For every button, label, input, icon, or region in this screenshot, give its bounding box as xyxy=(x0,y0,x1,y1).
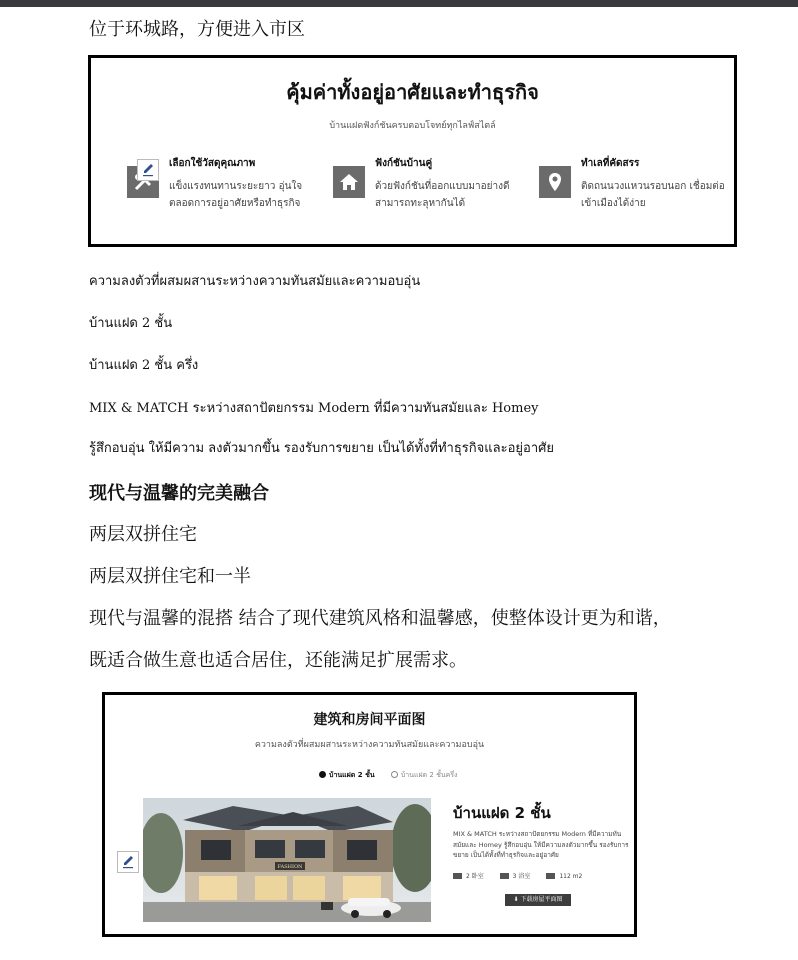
house-specs xyxy=(453,871,596,880)
shop-sign-text: FASHION xyxy=(277,864,303,870)
bed-icon xyxy=(453,873,462,879)
house-title: บ้านแฝด 2 ชั้น xyxy=(453,804,551,822)
feature-title: เลือกใช้วัสดุคุณภาพ xyxy=(169,158,256,169)
zh-line: 既适合做生意也适合居住，还能满足扩展需求。 xyxy=(89,650,467,671)
plan-box-title: 建筑和房间平面图 xyxy=(313,712,426,728)
thai-line: ความลงตัวที่ผสมผสานระหว่างความทันสมัยและความอบอุ่น xyxy=(89,274,421,289)
radio-icon xyxy=(391,771,398,778)
feature-location xyxy=(539,156,729,216)
plan-box-subtitle: ความลงตัวที่ผสมผสานระหว่างความทันสมัยและความอบอุ่น xyxy=(254,740,485,750)
feature-twin-house xyxy=(333,156,523,216)
value-box-subtitle: บ้านแฝดฟังก์ชันครบตอบโจทย์ทุกไลฟ์สไตล์ xyxy=(329,121,496,131)
edit-pencil-icon[interactable] xyxy=(137,159,159,181)
window-top-bar xyxy=(0,0,798,7)
area-spec: 112 m2 xyxy=(546,873,582,880)
home-icon xyxy=(333,166,365,198)
edit-pencil-icon[interactable] xyxy=(117,851,139,873)
tab-2-storey[interactable]: บ้านแฝด 2 ชั้น xyxy=(319,770,375,781)
bathroom-spec: 3 浴室 xyxy=(500,871,531,880)
plan-tabs xyxy=(319,770,471,781)
thai-line: บ้านแฝด 2 ชั้น ครึ่ง xyxy=(89,358,199,373)
floor-plan-box xyxy=(102,692,637,937)
area-icon xyxy=(546,873,555,879)
feature-description: ด้วยฟังก์ชันที่ออกแบบมาอย่างดี สามารถทะลุหากันได้ xyxy=(375,181,510,209)
download-icon: ⬇ xyxy=(513,896,521,903)
value-proposition-box xyxy=(88,55,737,247)
download-floor-plan-button[interactable]: ⬇ 下载房屋平面图 xyxy=(505,894,571,906)
radio-icon xyxy=(319,771,326,778)
house-description: MIX & MATCH ระหว่างสถาปัตยกรรม Modern ที่มีความทันสมัยและ Homey รู้สึกอบอุ่น ให้มีความลงตัวมากขึ้น รองรับการขยาย เป็นได้ทั้งที่ทำธุรกิจและอยู่อาศัย xyxy=(453,830,629,859)
value-box-title: คุ้มค่าทั้งอยู่อาศัยและทำธุรกิจ xyxy=(286,80,539,104)
zh-line: 两层双拼住宅 xyxy=(89,524,197,545)
tab-2-5-storey[interactable]: บ้านแฝด 2 ชั้นครึ่ง xyxy=(391,770,458,781)
zh-line: 现代与温馨的混搭 结合了现代建筑风格和温馨感，使整体设计更为和谐， xyxy=(89,608,671,629)
bath-icon xyxy=(500,873,509,879)
feature-description: แข็งแรงทนทานระยะยาว อุ่นใจ ตลอดการอยู่อาศัยหรือทำธุรกิจ xyxy=(169,181,303,209)
zh-line: 两层双拼住宅和一半 xyxy=(89,566,251,587)
house-photo xyxy=(143,798,431,922)
bedroom-spec: 2 卧室 xyxy=(453,871,484,880)
feature-title: ฟังก์ชันบ้านคู่ xyxy=(375,158,433,169)
feature-title: ทำเลที่คัดสรร xyxy=(581,158,640,169)
thai-line: บ้านแฝด 2 ชั้น xyxy=(89,316,173,331)
intro-text: 位于环城路，方便进入市区 xyxy=(89,19,305,40)
location-pin-icon xyxy=(539,166,571,198)
thai-line: MIX & MATCH ระหว่างสถาปัตยกรรม Modern ที่มีความทันสมัยและ Homey xyxy=(89,401,539,416)
zh-heading: 现代与温馨的完美融合 xyxy=(89,483,269,504)
thai-line: รู้สึกอบอุ่น ให้มีความ ลงตัวมากขึ้น รองรับการขยาย เป็นได้ทั้งที่ทำธุรกิจและอยู่อาศัย xyxy=(89,441,554,456)
feature-description: ติดถนนวงแหวนรอบนอก เชื่อมต่อ เข้าเมืองได้ง่าย xyxy=(581,181,725,209)
